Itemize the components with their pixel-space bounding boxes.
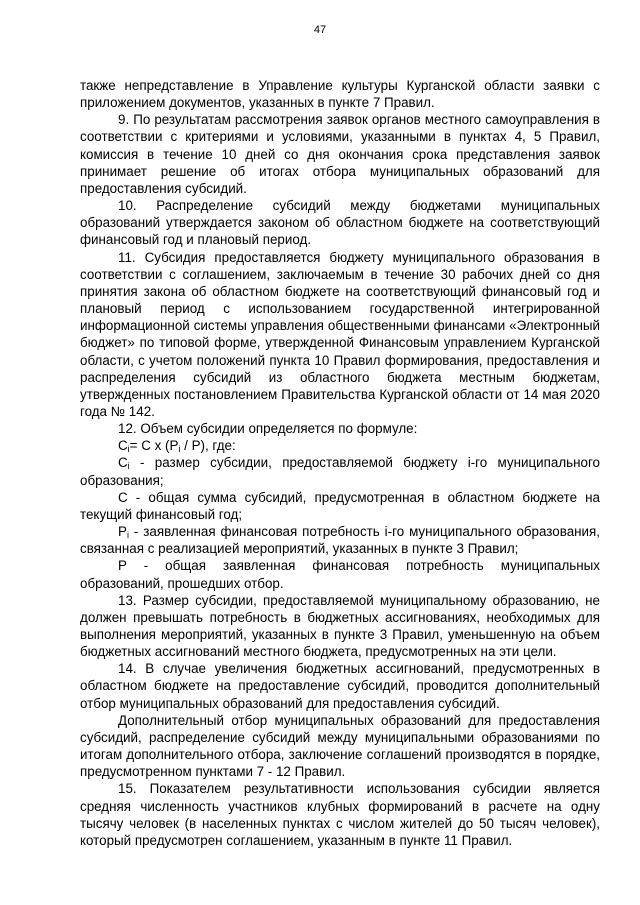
paragraph-15: 15. Показателем результативности использования субсидии является средняя численность участников клубных формирований в расчете на одну тысячу человек (в населенных пунктах с числом жителей до 50 тысяч человек), который предусмотрен соглашением, указанным в пункте 11 Правил. <box>80 781 600 848</box>
page-number: 47 <box>313 24 327 36</box>
definition-ci-subscript: i <box>127 461 130 472</box>
paragraph-12: 12. Объем субсидии определяется по формуле: <box>118 421 418 437</box>
formula-rhs-suffix: / P), где: <box>180 438 236 454</box>
paragraph-continuation: также непредставление в Управление культуры Курганской области заявки с приложением документов, указанных в пункте 7 Правил. <box>80 78 600 111</box>
paragraph-11: 11. Субсидия предоставляется бюджету муниципального образования в соответствии с соглашением, заключаемым в течение 30 рабочих дней со дня принятия закона об областном бюджете на соответствующий финансовый год и плановый период с использованием государственной интегрированной информационной системы управления общественными финансами «Электронный бюджет» по типовой форме, утвержденной Финансовым управлением Курганской области, с учетом положений пункта 10 Правил формирования, предоставления и распределения субсидий из областного бюджета местным бюджетам, утвержденных постановлением Правительства Курганской области от 14 мая 2020 года № 142. <box>80 249 600 419</box>
definition-pi-text: - заявленная финансовая потребность i-го муниципального образования, связанная с реализацией мероприятий, указанных в пункте 3 Правил; <box>80 524 600 557</box>
definition-pi-subscript: i <box>126 530 129 541</box>
definition-ci <box>80 454 600 488</box>
definition-pi-letter: P <box>118 524 127 540</box>
formula-ci-subscript: i <box>127 444 130 455</box>
paragraph-9: 9. По результатам рассмотрения заявок органов местного самоуправления в соответствии с критериями и условиями, указанными в пунктах 4, 5 Правил, комиссия в течение 10 дней со дня окончания срока представления заявок принимает решение об итогах отбора муниципальных образований для предоставления субсидий. <box>80 112 600 196</box>
formula-pi-subscript: i <box>178 444 181 455</box>
document-body <box>80 77 600 849</box>
definition-pi <box>80 523 600 557</box>
paragraph-14-additional: Дополнительный отбор муниципальных образований для предоставления субсидий, распределение субсидий между муниципальными образованиями по итогам дополнительного отбора, заключение соглашений производятся в порядке, предусмотренном пунктами 7 - 12 Правил. <box>80 712 600 780</box>
definition-c: C - общая сумма субсидий, предусмотренная в областном бюджете на текущий финансовый год; <box>80 489 600 522</box>
paragraph-14: 14. В случае увеличения бюджетных ассигнований, предусмотренных в областном бюджете на предоставление субсидий, проводится дополнительный отбор муниципальных образований для предоставления субсидий. <box>80 661 600 711</box>
definition-p: P - общая заявленная финансовая потребность муниципальных образований, прошедших отбор. <box>80 558 600 591</box>
paragraph-13: 13. Размер субсидии, предоставляемой муниципальному образованию, не должен превышать потребность в бюджетных ассигнованиях, необходимых для выполнения мероприятий, указанных в пункте 3 Правил, уменьшенную на объем бюджетных ассигнований местного бюджета, предусмотренных на эти цели. <box>80 592 600 660</box>
formula-rhs-prefix: = C x (P <box>129 438 179 454</box>
definition-ci-letter: C <box>118 455 128 471</box>
paragraph-10: 10. Распределение субсидий между бюджетами муниципальных образований утверждается законом об областном бюджете на соответствующий финансовый год и плановый период. <box>80 198 600 248</box>
formula-ci-letter: C <box>118 438 128 454</box>
definition-ci-text: - размер субсидии, предоставляемой бюджету i-го муниципального образования; <box>80 455 600 488</box>
subsidy-formula <box>80 437 600 454</box>
